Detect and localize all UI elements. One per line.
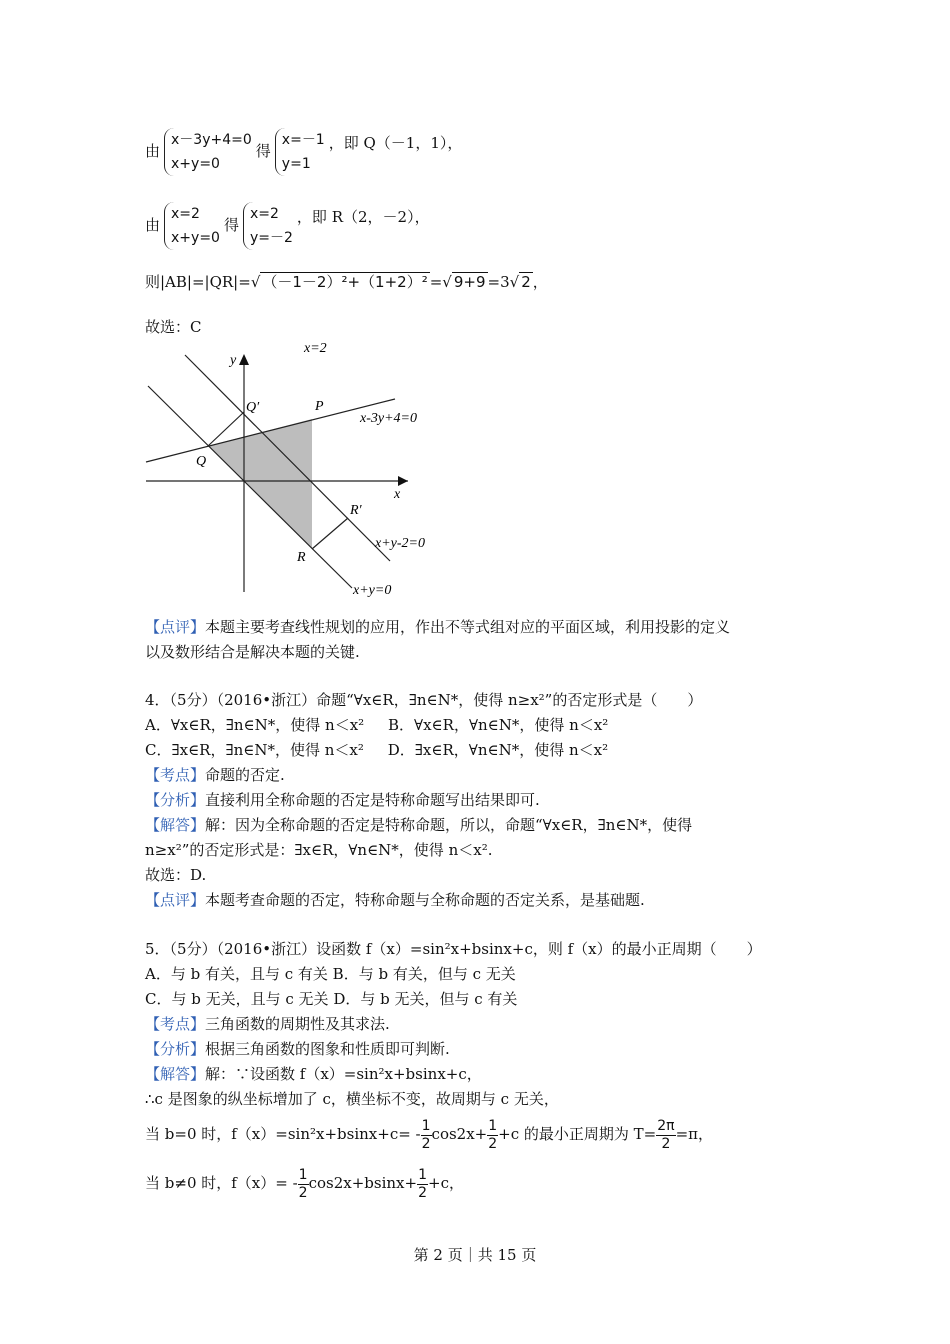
label: Q bbox=[196, 454, 207, 469]
option-a: A．∀x∈R，∃n∈N*，使得 n＜x² bbox=[145, 716, 365, 734]
text: 本题主要考查线性规划的应用，作出不等式组对应的平面区域，利用投影的定义 bbox=[205, 618, 731, 636]
options-ab: A．与 b 有关，且与 c 有关 B．与 b 有关，但与 c 无关 bbox=[145, 965, 516, 983]
solution bbox=[145, 1064, 482, 1084]
text: ，即 R（2，－2）， bbox=[296, 208, 430, 226]
shaded-region bbox=[208, 419, 312, 549]
region-graph bbox=[140, 340, 440, 600]
label: P bbox=[315, 399, 324, 414]
options-ab bbox=[145, 715, 608, 735]
fraction bbox=[421, 1118, 432, 1153]
solution-system bbox=[275, 128, 325, 176]
label: x=2 bbox=[304, 341, 327, 356]
text: 当 b≠0 时，f（x）= - bbox=[145, 1174, 298, 1192]
text: 由 bbox=[145, 216, 161, 234]
options-cd: C．与 b 无关，且与 c 无关 D．与 b 无关，但与 c 有关 bbox=[145, 990, 518, 1008]
den: 2 bbox=[661, 1135, 671, 1152]
equation-system bbox=[164, 202, 220, 250]
label: y bbox=[230, 353, 237, 368]
solution-system bbox=[243, 202, 293, 250]
line-x+y bbox=[148, 386, 352, 588]
text: cos2x+ bbox=[431, 1125, 488, 1143]
tag: 【点评】 bbox=[145, 618, 206, 636]
tag: 【分析】 bbox=[145, 791, 206, 809]
fraction bbox=[656, 1118, 675, 1153]
solve-q bbox=[145, 128, 462, 176]
eq: x+y=0 bbox=[171, 230, 220, 246]
fraction bbox=[417, 1167, 428, 1202]
projection-r bbox=[312, 518, 348, 549]
num: 1 bbox=[421, 1117, 431, 1134]
eq: y=－2 bbox=[249, 230, 293, 246]
num: 1 bbox=[298, 1166, 308, 1183]
num: 1 bbox=[488, 1117, 498, 1134]
text: =π， bbox=[675, 1125, 714, 1143]
text: 解：因为全称命题的否定是特称命题，所以，命题“∀x∈R，∃n∈N*，使得 bbox=[205, 816, 693, 834]
text: 得 bbox=[255, 142, 271, 160]
option-b: B．∀x∈R，∀n∈N*，使得 n＜x² bbox=[388, 716, 609, 734]
tag: 【考点】 bbox=[145, 1015, 206, 1033]
analysis bbox=[145, 1039, 450, 1059]
text: n≥x²”的否定形式是：∃x∈R，∀n∈N*，使得 n＜x². bbox=[145, 841, 493, 859]
text: 以及数形结合是解决本题的关键. bbox=[145, 643, 360, 661]
label: x bbox=[394, 487, 401, 502]
text: 根据三角函数的图象和性质即可判断. bbox=[205, 1040, 450, 1058]
sqrt-expr: （－1－2）²+（1+2）² bbox=[262, 273, 428, 291]
text: 本题考查命题的否定，特称命题与全称命题的否定关系，是基础题. bbox=[205, 891, 645, 909]
review bbox=[145, 617, 730, 637]
answer: 故选：C bbox=[145, 318, 202, 336]
eq: x+y=0 bbox=[171, 156, 220, 172]
den: 2 bbox=[298, 1184, 308, 1201]
solve-r bbox=[145, 202, 430, 250]
tag: 【考点】 bbox=[145, 766, 206, 784]
text: 得 bbox=[223, 216, 239, 234]
sqrt-expr: 2 bbox=[521, 273, 531, 291]
tag: 【分析】 bbox=[145, 1040, 206, 1058]
num: 2π bbox=[657, 1117, 675, 1134]
text: 由 bbox=[145, 142, 161, 160]
text: 则|AB|=|QR|= bbox=[145, 273, 251, 291]
text: ∴c 是图象的纵坐标增加了 c，横坐标不变，故周期与 c 无关， bbox=[145, 1090, 559, 1108]
num: 1 bbox=[418, 1166, 428, 1183]
label: Q′ bbox=[246, 400, 260, 415]
label: x-3y+4=0 bbox=[360, 411, 417, 426]
text: 直接利用全称命题的否定是特称命题写出结果即可. bbox=[205, 791, 540, 809]
case-b0 bbox=[145, 1117, 713, 1153]
text: =3 bbox=[487, 273, 510, 291]
fraction bbox=[487, 1118, 498, 1153]
den: 2 bbox=[421, 1135, 431, 1152]
label: R′ bbox=[350, 503, 362, 518]
eq: x=2 bbox=[249, 206, 279, 222]
distance-line: 则|AB|=|QR|=√ （－1－2）²+（1+2）² =√ 9+9 =3√ 2 ， bbox=[145, 273, 548, 291]
text: 解：∵设函数 f（x）=sin²x+bsinx+c， bbox=[205, 1065, 482, 1083]
tag: 【解答】 bbox=[145, 1065, 206, 1083]
analysis bbox=[145, 790, 540, 810]
point bbox=[145, 1014, 390, 1034]
text: = bbox=[429, 273, 443, 291]
review bbox=[145, 890, 645, 910]
tag: 【解答】 bbox=[145, 816, 206, 834]
eq: x=2 bbox=[171, 206, 200, 222]
text: 命题的否定. bbox=[205, 766, 285, 784]
answer: 故选：D. bbox=[145, 866, 207, 884]
option-d: D．∃x∈R，∀n∈N*，使得 n＜x² bbox=[387, 741, 609, 759]
den: 2 bbox=[488, 1135, 498, 1152]
sqrt-expr: 9+9 bbox=[453, 273, 486, 291]
text: +c， bbox=[428, 1174, 464, 1192]
y-arrow-icon bbox=[239, 354, 249, 365]
eq: x－3y+4=0 bbox=[171, 132, 252, 148]
line-x+y-2 bbox=[185, 355, 390, 561]
text: 当 b=0 时，f（x）=sin²x+bsinx+c= - bbox=[145, 1125, 421, 1143]
option-c: C．∃x∈R，∃n∈N*，使得 n＜x² bbox=[145, 741, 364, 759]
solution bbox=[145, 815, 692, 835]
fraction bbox=[298, 1167, 309, 1202]
question-stem: 5．（5分）（2016•浙江）设函数 f（x）=sin²x+bsinx+c，则 f（x）的最小正周期（ ） bbox=[145, 940, 762, 958]
page-footer: 第 2 页｜共 15 页 bbox=[413, 1246, 537, 1264]
eq: y=1 bbox=[281, 156, 311, 172]
text: ， bbox=[532, 273, 548, 291]
x-arrow-icon bbox=[398, 476, 408, 486]
point bbox=[145, 765, 285, 785]
text: cos2x+bsinx+ bbox=[308, 1174, 418, 1192]
text: 三角函数的周期性及其求法. bbox=[205, 1015, 390, 1033]
tag: 【点评】 bbox=[145, 891, 206, 909]
text: +c 的最小正周期为 T= bbox=[498, 1125, 657, 1143]
text: ，即 Q（－1，1）， bbox=[328, 134, 463, 152]
options-cd bbox=[145, 740, 608, 760]
question-stem: 4．（5分）（2016•浙江）命题“∀x∈R，∃n∈N*，使得 n≥x²”的否定形式是（ ） bbox=[145, 691, 703, 709]
equation-system bbox=[164, 128, 252, 176]
label: R bbox=[297, 550, 306, 565]
case-bn bbox=[145, 1166, 464, 1202]
den: 2 bbox=[418, 1184, 428, 1201]
label: x+y=0 bbox=[353, 583, 392, 598]
label: x+y-2=0 bbox=[375, 536, 425, 551]
eq: x=－1 bbox=[281, 132, 325, 148]
